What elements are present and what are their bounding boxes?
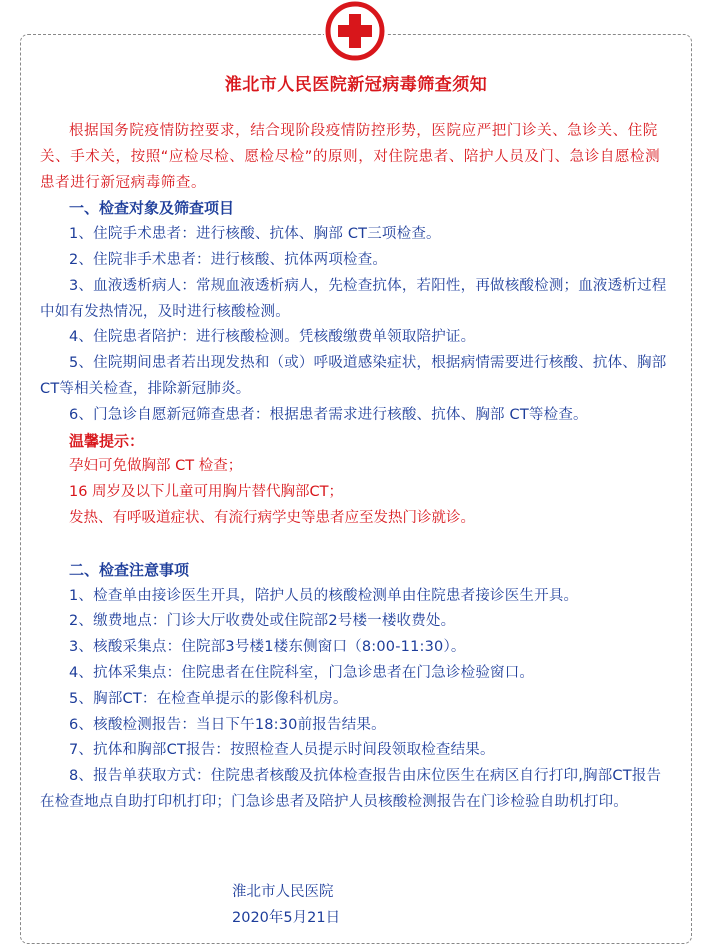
- section1-item: 6、门急诊自愿新冠筛查患者：根据患者需求进行核酸、抗体、胸部 CT等检查。: [69, 406, 588, 423]
- section2-item: 7、抗体和胸部CT报告：按照检查人员提示时间段领取检查结果。: [69, 742, 495, 759]
- section1-item: 4、住院患者陪护：进行核酸检测。凭核酸缴费单领取陪护证。: [69, 329, 476, 346]
- tip-item: 16 周岁及以下儿童可用胸片替代胸部CT；: [69, 484, 344, 501]
- signature-block: [232, 880, 340, 932]
- notice-body: [40, 119, 672, 816]
- section1-item: 5、住院期间患者若出现发热和（或）呼吸道感染症状，根据病情需要进行核酸、抗体、胸部 CT等相关检查，排除新冠肺炎。: [40, 355, 667, 397]
- section1-item: 2、住院非手术患者：进行核酸、抗体两项检查。: [69, 251, 388, 268]
- spacer: [40, 532, 672, 558]
- page-title: 淮北市人民医院新冠病毒筛查须知: [224, 75, 488, 95]
- section2-item: 4、抗体采集点：住院患者在住院科室，门急诊患者在门急诊检验窗口。: [69, 664, 535, 681]
- signature-date: 2020年5月21日: [232, 909, 341, 926]
- section2-item: 2、缴费地点：门诊大厅收费处或住院部2号楼一楼收费处。: [69, 613, 456, 630]
- section1-item: 1、住院手术患者：进行核酸、抗体、胸部 CT三项检查。: [69, 226, 441, 243]
- section2-item: 8、报告单获取方式：住院患者核酸及抗体检查报告由床位医生在病区自行打印,胸部CT报告在检查地点自助打印机打印；门急诊患者及陪护人员核酸检测报告在门诊检验自助机打印。: [40, 768, 662, 810]
- section2-item: 3、核酸采集点：住院部3号楼1楼东侧窗口（8:00-11:30）。: [69, 639, 466, 656]
- red-cross-hospital-icon: [324, 0, 386, 62]
- intro-paragraph: 根据国务院疫情防控要求，结合现阶段疫情防控形势，医院应严把门诊关、急诊关、住院关、手术关，按照“应检尽检、愿检尽检”的原则，对住院患者、陪护人员及门、急诊自愿检测患者进行新冠病毒筛查。: [40, 123, 661, 191]
- section1-item: 3、血液透析病人：常规血液透析病人，先检查抗体，若阳性，再做核酸检测；血液透析过程中如有发热情况，及时进行核酸检测。: [40, 277, 667, 320]
- section1-heading: 一、检查对象及筛查项目: [69, 199, 235, 218]
- section2-item: 5、胸部CT：在检查单提示的影像科机房。: [69, 690, 348, 707]
- signature-org: 淮北市人民医院: [232, 884, 334, 900]
- section2-item: 1、检查单由接诊医生开具，陪护人员的核酸检测单由住院患者接诊医生开具。: [69, 587, 579, 604]
- tip-item: 孕妇可免做胸部 CT 检查；: [69, 458, 243, 475]
- tips-heading: 温馨提示：: [69, 431, 145, 450]
- section2-item: 6、核酸检测报告：当日下午18:30前报告结果。: [69, 716, 386, 733]
- section2-heading: 二、检查注意事项: [69, 560, 190, 579]
- tip-item: 发热、有呼吸道症状、有流行病学史等患者应至发热门诊就诊。: [69, 509, 475, 526]
